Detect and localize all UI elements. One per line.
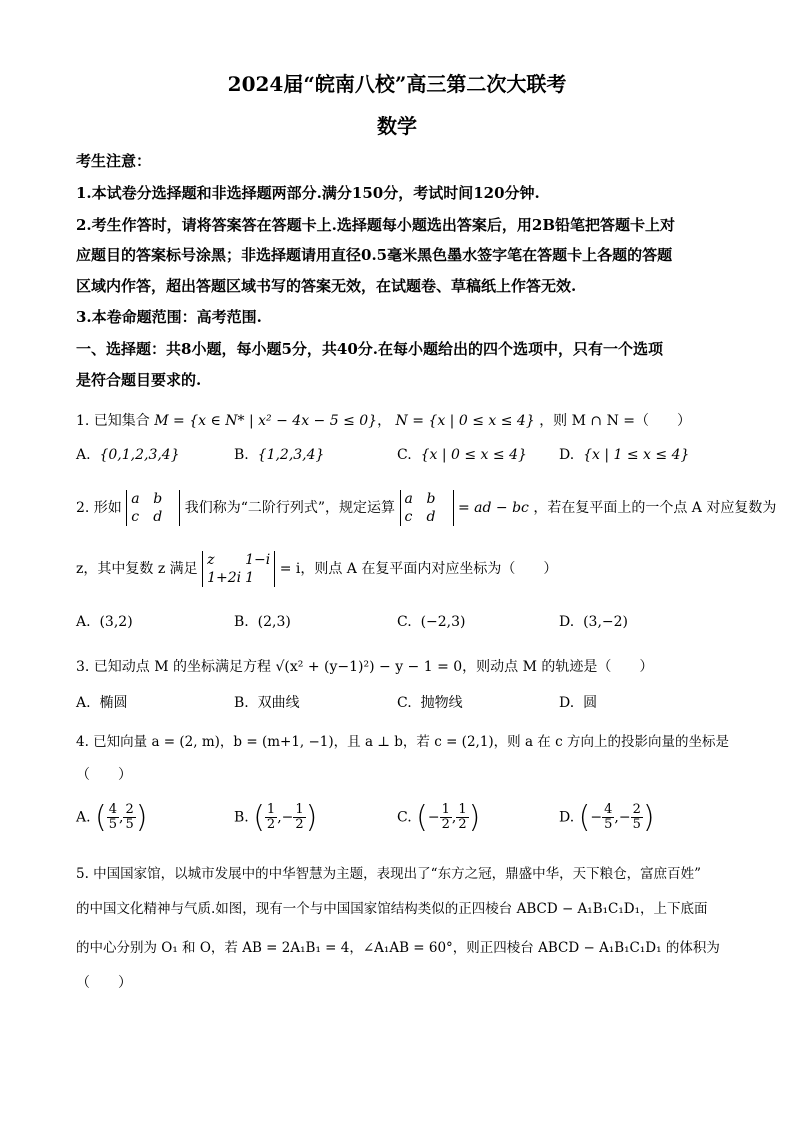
q4-option-b[interactable]: B. ( $\frac{1}{2}$ ,− $\frac{1}{2}$ ) [234,800,318,835]
q2-option-b[interactable]: B. (2,3) [234,614,291,630]
q2-option-c[interactable]: C. (−2,3) [397,614,466,630]
q1-option-d[interactable]: D. {x | 1 ≤ x ≤ 4} [559,447,690,463]
q1-option-c[interactable]: C. {x | 0 ≤ x ≤ 4} [397,447,527,463]
determinant-rule: a b c d [400,490,454,526]
question-4: 4. 已知向量 a = (2, m)，b = (m+1, −1)，且 a ⊥ b，若 c = (2,1)，则 a 在 c 方向上的投影向量的坐标是 [76,734,729,750]
set-n: N = {x | 0 ≤ x ≤ 4} [395,413,535,429]
notice-item: 3.本卷命题范围：高考范围. [76,308,262,326]
notice-item: 区域内作答，超出答题区域书写的答案无效，在试题卷、草稿纸上作答无效. [76,277,577,295]
section-heading-cont: 是符合题目要求的. [76,371,202,389]
q3-option-b[interactable]: B. 双曲线 [234,695,300,711]
question-2: 2. 形如 a b c d 我们称为“二阶行列式”，规定运算 a b c d = ad − bc ，若在复平面上的一个点 A 对应复数为 [76,491,777,525]
notice-heading: 考生注意： [76,152,152,170]
determinant-form: a b c d [126,490,180,526]
q3-option-a[interactable]: A. 椭圆 [76,695,128,711]
question-4-cont: （ ） [76,767,132,783]
question-5-cont: （ ） [76,975,132,991]
question-1-prefix: 1. 已知集合 [76,413,150,429]
subject-title: 数学 [377,114,417,138]
notice-item: 1.本试卷分选择题和非选择题两部分.满分150分，考试时间120分钟. [76,184,540,202]
q1-option-b[interactable]: B. {1,2,3,4} [234,447,325,463]
q3-option-c[interactable]: C. 抛物线 [397,695,463,711]
set-m: M = {x ∈ N* | x² − 4x − 5 ≤ 0} [154,413,378,429]
q4-option-c[interactable]: C. (− $\frac{1}{2}$ , $\frac{1}{2}$ ) [397,800,481,835]
q3-option-d[interactable]: D. 圆 [559,695,598,711]
question-1-suffix: ，则 M ∩ N =（ ） [539,413,692,429]
question-2-cont: z，其中复数 z 满足 z 1−i 1+2i 1 = i，则点 A 在复平面内对应坐标为（ ） [76,552,558,586]
determinant-z: z 1−i 1+2i 1 [202,551,275,587]
question-1: 1. 已知集合 M = {x ∈ N* | x² − 4x − 5 ≤ 0}， N = {x | 0 ≤ x ≤ 4} ，则 M ∩ N =（ ） [76,413,692,429]
exam-title: 2024届“皖南八校”高三第二次大联考 [227,72,567,96]
q4-option-d[interactable]: D. (− $\frac{4}{5}$ ,− $\frac{2}{5}$ ) [559,800,655,835]
q4-option-a[interactable]: A. ( $\frac{4}{5}$ , $\frac{2}{5}$ ) [76,800,148,835]
q2-option-d[interactable]: D. (3,−2) [559,614,629,630]
notice-item: 2.考生作答时，请将答案答在答题卡上.选择题每小题选出答案后，用2B铅笔把答题卡上对 [76,216,676,234]
section-heading: 一、选择题：共8小题，每小题5分，共40分.在每小题给出的四个选项中，只有一个选项 [76,340,663,358]
question-5: 5. 中国国家馆，以城市发展中的中华智慧为主题，表现出了“东方之冠，鼎盛中华，天下粮仓，富庶百姓” [76,866,701,882]
q1-option-a[interactable]: A. {0,1,2,3,4} [76,447,180,463]
question-5-cont: 的中心分别为 O₁ 和 O，若 AB = 2A₁B₁ = 4，∠A₁AB = 60°，则正四棱台 ABCD − A₁B₁C₁D₁ 的体积为 [76,940,720,956]
q2-option-a[interactable]: A. (3,2) [76,614,133,630]
notice-item: 应题目的答案标号涂黑；非选择题请用直径0.5毫米黑色墨水签字笔在答题卡上各题的答题 [76,246,673,264]
question-3: 3. 已知动点 M 的坐标满足方程 √(x² + (y−1)²) − y − 1 = 0，则动点 M 的轨迹是（ ） [76,659,654,675]
question-5-cont: 的中国文化精神与气质.如图，现有一个与中国国家馆结构类似的正四棱台 ABCD − A₁B₁C₁D₁，上下底面 [76,901,708,917]
